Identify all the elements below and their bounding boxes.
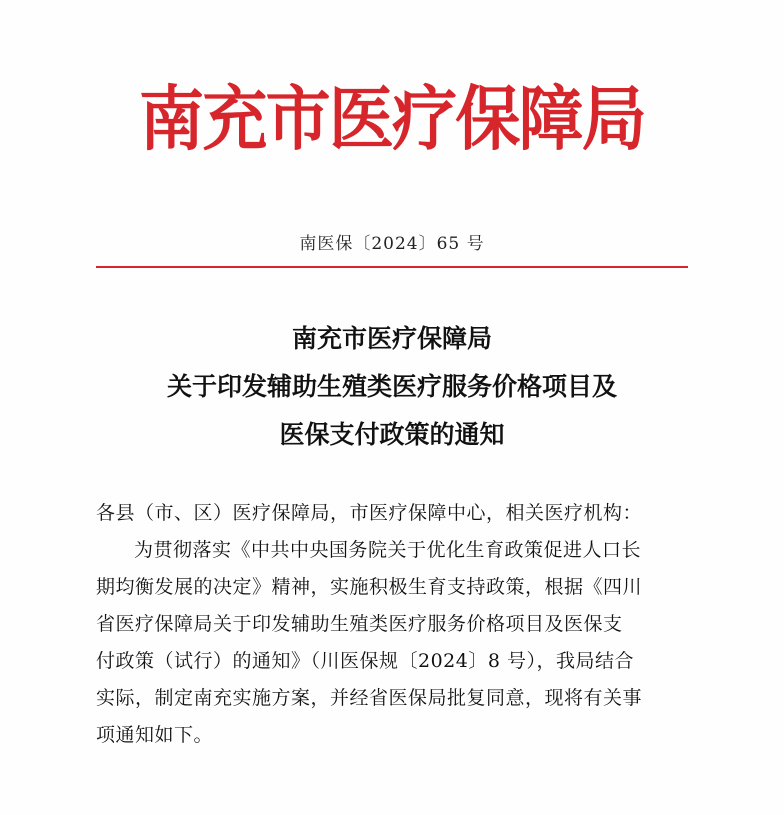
letterhead-title: 南充市医疗保障局 xyxy=(139,77,645,160)
salutation: 各县（市、区）医疗保障局，市医疗保障中心，相关医疗机构： xyxy=(96,502,643,524)
paragraph-line: 项通知如下。 xyxy=(96,724,214,746)
heading-line-2: 关于印发辅助生殖类医疗服务价格项目及 xyxy=(166,372,617,401)
document-body xyxy=(96,495,696,754)
paragraph-line: 省医疗保障局关于印发辅助生殖类医疗服务价格项目及医保支 xyxy=(96,613,623,635)
paragraph-line: 付政策（试行）的通知》（川医保规〔2024〕8 号），我局结合 xyxy=(96,650,634,672)
document-heading xyxy=(0,315,784,459)
paragraph-line: 为贯彻落实《中共中央国务院关于优化生育政策促进人口长 xyxy=(134,539,642,561)
paragraph-line: 实际，制定南充实施方案，并经省医保局批复同意，现将有关事 xyxy=(96,687,643,709)
document-number: 南医保〔2024〕65 号 xyxy=(299,234,485,254)
red-divider-line xyxy=(96,266,688,268)
paragraph-1 xyxy=(96,532,696,754)
heading-line-3: 医保支付政策的通知 xyxy=(279,420,505,449)
paragraph-line: 期均衡发展的决定》精神，实施积极生育支持政策，根据《四川 xyxy=(96,576,643,598)
heading-line-1: 南充市医疗保障局 xyxy=(291,324,492,353)
